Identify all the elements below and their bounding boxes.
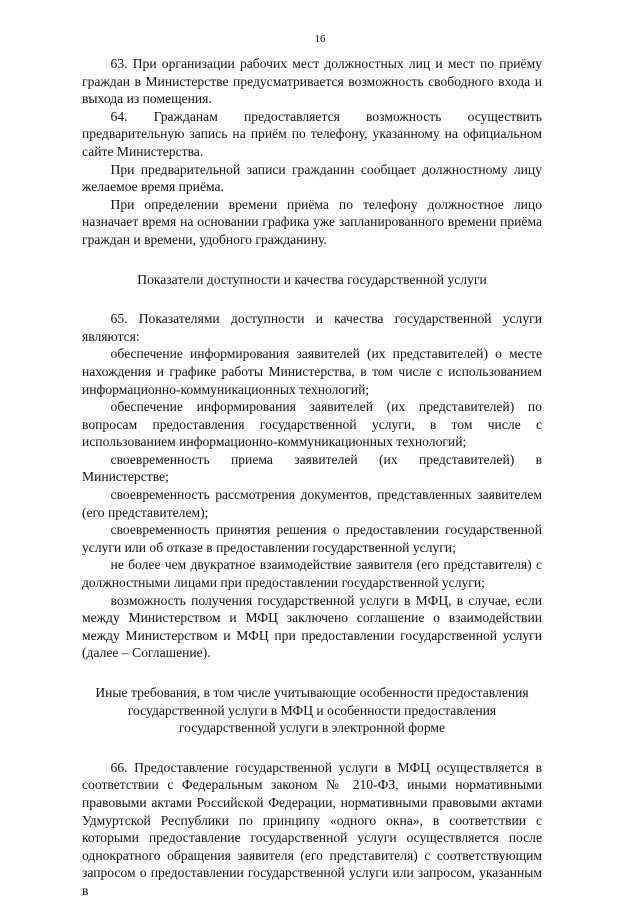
section-heading-availability: Показатели доступности и качества государственной услуги (137, 271, 487, 287)
paragraph-64: 64. Гражданам предоставляется возможность осуществить предварительную запись на приём по телефону, указанному на официальном сайте Министерства. (82, 108, 542, 159)
paragraph-65-item: обеспечение информирования заявителей (их представителей) о месте нахождения и графике работы Министерства, в том числе с использованием информационно-коммуникационных технологий; (82, 346, 542, 397)
document-body (82, 55, 542, 900)
paragraph-65-item: возможность получения государственной услуги в МФЦ, в случае, если между Министерством и МФЦ заключено соглашение о взаимодействии между Министерством и МФЦ при предоставлении государственной услуги (далее – Соглашение). (82, 592, 542, 661)
paragraph-64-scheduling: При определении времени приёма по телефону должностное лицо назначает время на основании графика уже запланированного времени приёма граждан и времени, удобного гражданину. (82, 196, 542, 247)
section-heading-other-requirements-line1: Иные требования, в том числе учитывающие особенности предоставления (95, 685, 529, 700)
paragraph-66: 66. Предоставление государственной услуги в МФЦ осуществляется в соответствии с Федеральным законом № 210-ФЗ, иными нормативными правовыми актами Российской Федерации, нормативными правовыми актами Удмуртской Республики по принципу «одного окна», в соответствии с которыми предоставление государственной услуги осуществляется после однократного обращения заявителя (его представителя) с соответствующим запросом о предоставлении государственной услуги или запросом, указанным в (82, 759, 542, 898)
section-heading-other-requirements-line2: государственной услуги в МФЦ и особенности предоставления (127, 702, 497, 718)
paragraph-65-item: своевременность приема заявителей (их представителей) в Министерстве; (82, 451, 542, 485)
page-number: 16 (314, 33, 326, 45)
paragraph-65-item: не более чем двукратное взаимодействие заявителя (его представителя) с должностными лицами при предоставлении государственной услуги; (82, 557, 542, 591)
paragraph-63: 63. При организации рабочих мест должностных лиц и мест по приёму граждан в Министерстве предусматривается возможность свободного входа и выхода из помещения. (82, 56, 542, 107)
paragraph-65-item: обеспечение информирования заявителей (их представителей) по вопросам предоставления государственной услуги, в том числе с использованием информационно-коммуникационных технологий; (82, 399, 542, 450)
paragraph-65-item: своевременность рассмотрения документов, представленных заявителем (его представителем); (82, 487, 542, 520)
paragraph-64-preliminary: При предварительной записи гражданин сообщает должностному лицу желаемое время приёма. (82, 161, 542, 195)
section-heading-other-requirements-line3: государственной услуги в электронной форме (178, 720, 446, 736)
paragraph-65-item: своевременность принятия решения о предоставлении государственной услуги или об отказе в предоставлении государственной услуги; (82, 522, 542, 555)
paragraph-65: 65. Показателями доступности и качества государственной услуги являются: (82, 311, 542, 344)
